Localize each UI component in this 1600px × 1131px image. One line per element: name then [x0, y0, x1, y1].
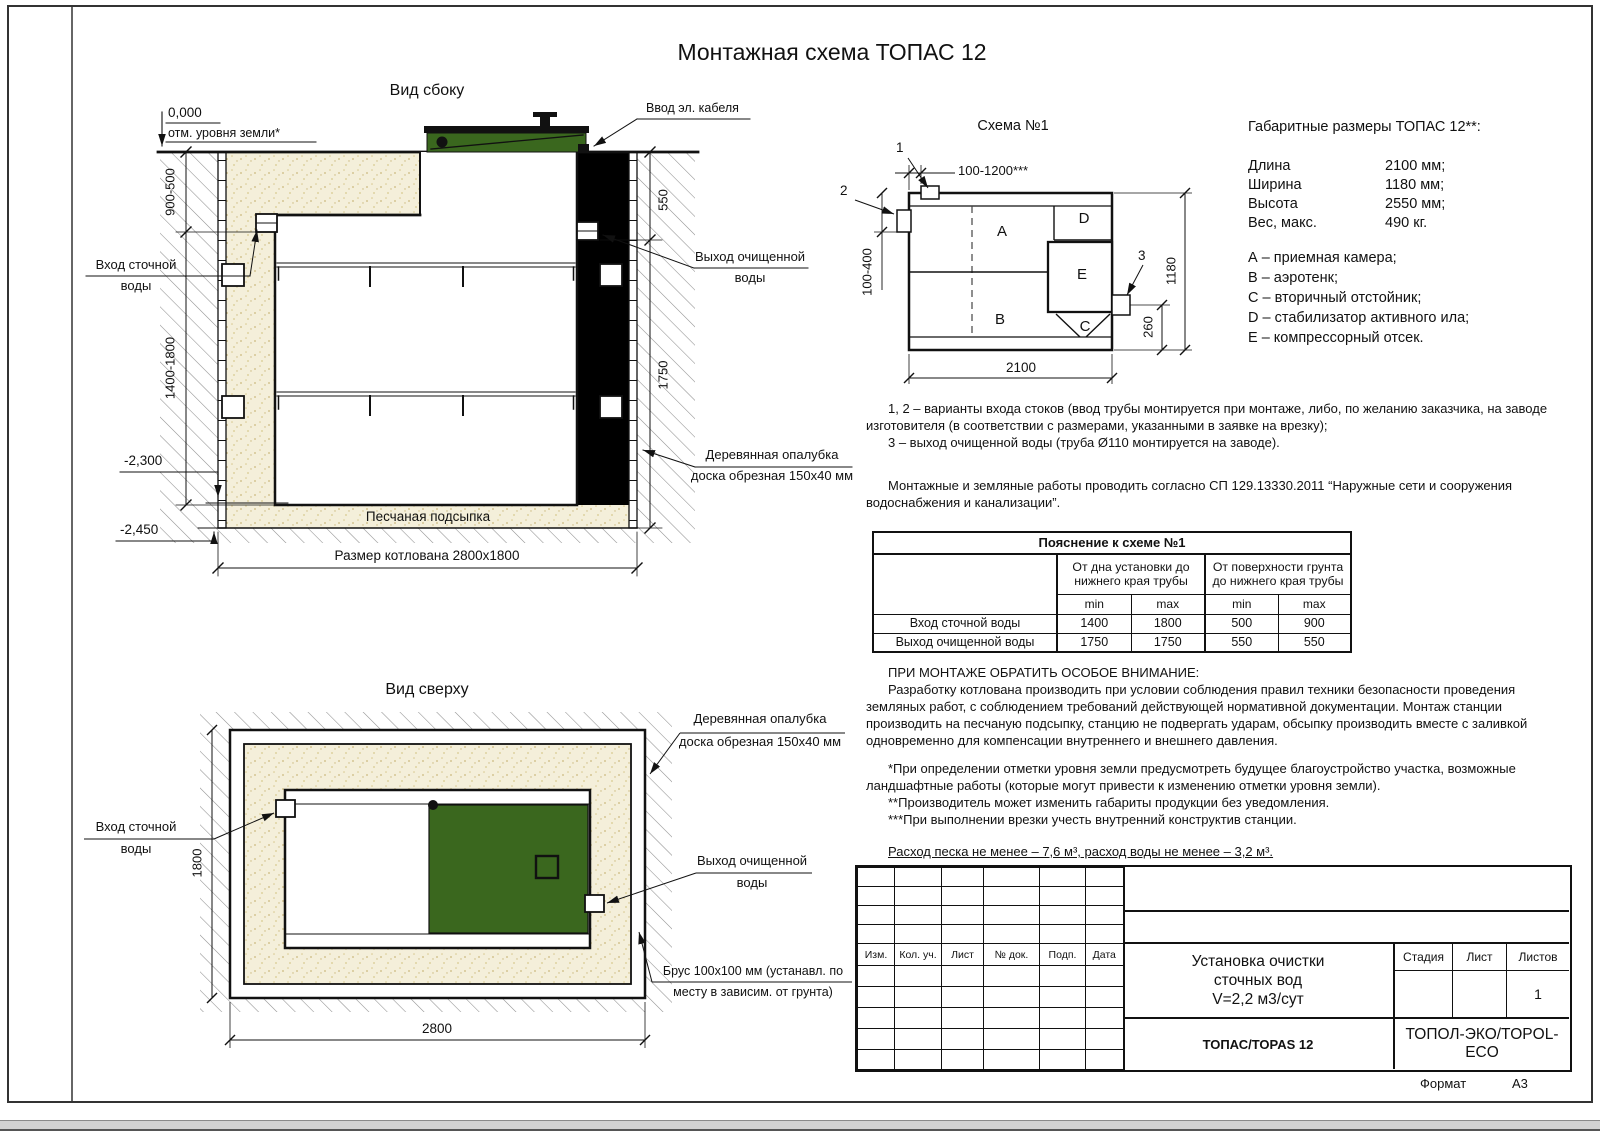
format-label: Формат — [1420, 1076, 1467, 1091]
outlet-stub — [585, 895, 604, 912]
tv-dim-2800: 2800 — [421, 1021, 453, 1036]
exp-max: max — [1131, 594, 1205, 614]
footnote-1: *При определении отметки уровня земли предусмотреть будущее благоустройство участка, возможные ландшафтные работы (которые могут привести к изменению отметки уровня земли). — [866, 761, 1516, 793]
stub-2 — [897, 210, 911, 232]
schema-dim-100-400: 100-400 — [859, 248, 875, 296]
table-row: Выход очищенной воды 1750 1750 550 550 — [873, 633, 1351, 652]
legend-item: А – приемная камера; — [1248, 250, 1397, 266]
sheets-header: Листов — [1507, 944, 1569, 971]
compartment-b: B — [994, 311, 1005, 328]
inlet-stub — [276, 800, 295, 817]
top-view-title: Вид сверху — [385, 681, 469, 698]
tv-inlet-label-line2: воды — [120, 841, 152, 856]
overall-row-value: 2550 мм; — [1385, 196, 1446, 212]
exp-max: max — [1278, 594, 1351, 614]
stage-header: Стадия — [1395, 944, 1453, 971]
level-minus-2450: -2,450 — [120, 522, 159, 537]
exp-row-label: Вход сточной воды — [873, 614, 1057, 633]
level-minus-2300: -2,300 — [124, 453, 163, 468]
dim-1400-1800: 1400-1800 — [162, 336, 178, 400]
sand-left — [226, 152, 275, 505]
overall-row-label: Высота — [1248, 196, 1298, 212]
footnote-2: **Производитель может изменить габариты продукции без уведомления. — [888, 795, 1330, 810]
overall-row-label: Вес, макс. — [1248, 215, 1317, 231]
exp-min: min — [1057, 594, 1131, 614]
consumption-text: Расход песка не менее – 7,6 м³, расход воды не менее – 3,2 м³. — [888, 844, 1274, 859]
compartment-d: D — [1078, 210, 1090, 227]
note-outlet: 3 – выход очищенной воды (труба Ø110 монтируется на заводе). — [888, 435, 1280, 450]
overall-row-label: Длина — [1248, 158, 1291, 174]
doc-title-cell: Установка очистки сточных вод V=2,2 м3/сут — [1123, 944, 1395, 1019]
sp-note: Монтажные и земляные работы проводить согласно СП 129.13330.2011 “Наружные сети и сооружения водоснабжения и канализации”. — [866, 478, 1513, 510]
formwork-left — [218, 152, 226, 528]
legend-item: С – вторичный отстойник; — [1248, 290, 1422, 306]
table-row: Вход сточной воды 1400 1800 500 900 — [873, 614, 1351, 633]
overall-heading: Габаритные размеры ТОПАС 12**: — [1248, 119, 1481, 135]
sheet-header: Лист — [1453, 944, 1507, 971]
consumption-note — [866, 843, 1554, 860]
dim-550: 550 — [655, 189, 671, 211]
schema-dim-100-1200: 100-1200*** — [958, 163, 1029, 178]
footnotes-block — [866, 760, 1554, 828]
overall-row-value: 2100 мм; — [1385, 158, 1446, 174]
format-value: А3 — [1512, 1076, 1528, 1091]
footnote-3: ***При выполнении врезки учесть внутренний конструктив станции. — [888, 812, 1297, 827]
cable-entry-point — [578, 144, 589, 153]
exp-col-group-1: От дна установки до нижнего края трубы — [1057, 554, 1205, 594]
beam-section — [600, 396, 622, 418]
legend-item: В – аэротенк; — [1248, 270, 1338, 286]
schema-dim-1180: 1180 — [1163, 257, 1179, 285]
tv-formwork-label-line1: Деревянная опалубка — [693, 711, 827, 726]
formwork-label-line1: Деревянная опалубка — [705, 447, 839, 462]
product-name: ТОПАС/TOPAS 12 — [1123, 1019, 1395, 1069]
legend-item: Е – компрессорный отсек. — [1248, 330, 1424, 346]
beam-label-line2: месту в зависим. от грунта) — [673, 985, 833, 999]
stage-value — [1395, 971, 1453, 1019]
stub-3 — [1112, 295, 1130, 315]
note-variants: 1, 2 – варианты входа стоков (ввод трубы монтируется при монтаже, либо, по желанию заказчика, на заводе изготовителя (в соответствии с размерами, указанными в заявке на врезку); — [866, 401, 1548, 433]
level-zero-note: отм. уровня земли* — [168, 126, 281, 140]
explanation-table — [872, 531, 1352, 653]
pit-size-label: Размер котлована 2800х1800 — [334, 548, 520, 563]
side-view-drawing — [86, 112, 852, 576]
exp-col-group-2: От поверхности грунта до нижнего края трубы — [1205, 554, 1351, 594]
attention-body: Разработку котлована производить при условии соблюдения правил техники безопасности проведения земляных работ, с соблюдением требований действующей нормативной документации. Монтаж станции производить на песчаную подсыпку, станцию не подвергать ударам, обсыпку производить вместе с заливкой одновременно для компенсации внутреннего и внешнего давления. — [866, 682, 1528, 748]
doc-number-cell — [1123, 867, 1569, 912]
sand-pocket — [275, 152, 420, 215]
exp-table-title: Пояснение к схеме №1 — [873, 532, 1351, 554]
beam-section — [222, 396, 244, 418]
inlet-label-line1: Вход сточной — [95, 257, 177, 272]
legend-item: D – стабилизатор активного ила; — [1248, 310, 1470, 326]
exp-row-label: Выход очищенной воды — [873, 633, 1057, 652]
tv-dim-1800: 1800 — [189, 848, 205, 878]
exp-min: min — [1205, 594, 1278, 614]
title-block — [855, 865, 1572, 1072]
attention-block — [866, 664, 1554, 749]
compartment-e: E — [1076, 266, 1087, 283]
schema-title: Схема №1 — [977, 118, 1049, 134]
exp-empty-header — [873, 554, 1057, 614]
formwork-right — [629, 152, 637, 528]
outlet-label-line2: воды — [734, 270, 766, 285]
tv-inlet-label-line1: Вход сточной — [95, 819, 177, 834]
doc-code-cell — [1123, 912, 1569, 944]
sheet-value — [1453, 971, 1507, 1019]
tank-lid — [424, 112, 589, 153]
beam-section — [600, 264, 622, 286]
schema-drawing — [855, 158, 1192, 384]
schema-dim-260: 260 — [1140, 316, 1156, 338]
tv-formwork-label-line2: доска обрезная 150х40 мм — [678, 734, 842, 749]
compartment-c: C — [1079, 318, 1091, 335]
revision-grid — [857, 867, 1125, 1070]
dim-1750: 1750 — [655, 360, 671, 390]
outlet-label-line1: Выход очищенной — [694, 249, 806, 264]
beam-label-line1: Брус 100х100 мм (устанавл. по — [662, 964, 844, 978]
cable-entry-label: Ввод эл. кабеля — [646, 101, 739, 115]
lid-plan — [429, 805, 588, 933]
schema-dim-2100: 2100 — [1005, 360, 1037, 375]
overall-row-value: 1180 мм; — [1385, 177, 1445, 193]
company-name: ТОПОЛ-ЭКО/TOPOL-ECO — [1405, 1026, 1559, 1061]
overall-row-label: Ширина — [1248, 177, 1302, 193]
schema-callout-3: 3 — [1138, 248, 1146, 263]
sand-right — [577, 152, 629, 505]
compartment-a: A — [996, 223, 1007, 240]
stub-1 — [921, 186, 939, 199]
inlet-label-line2: воды — [120, 278, 152, 293]
beam-section — [222, 264, 244, 286]
attention-title: ПРИ МОНТАЖЕ ОБРАТИТЬ ОСОБОЕ ВНИМАНИЕ: — [888, 665, 1200, 680]
formwork-label-line2: доска обрезная 150х40 мм — [690, 468, 854, 483]
schema-callout-1: 1 — [896, 140, 904, 155]
tv-outlet-label-line2: воды — [736, 875, 768, 890]
side-view-title: Вид сбоку — [389, 82, 465, 99]
dim-900-500: 900-500 — [162, 168, 178, 216]
sheets-value: 1 — [1507, 971, 1569, 1019]
tv-outlet-label-line1: Выход очищенной — [696, 853, 808, 868]
sand-bed-label: Песчаная подсыпка — [365, 509, 491, 524]
revision-header-row: Изм. Кол. уч. Лист № док. Подп. Дата — [858, 944, 1124, 966]
overall-row-value: 490 кг. — [1385, 215, 1428, 231]
page-title: Монтажная схема ТОПАС 12 — [677, 39, 987, 65]
level-zero: 0,000 — [168, 105, 202, 120]
schema-callout-2: 2 — [840, 183, 848, 198]
schema-notes — [866, 400, 1554, 451]
